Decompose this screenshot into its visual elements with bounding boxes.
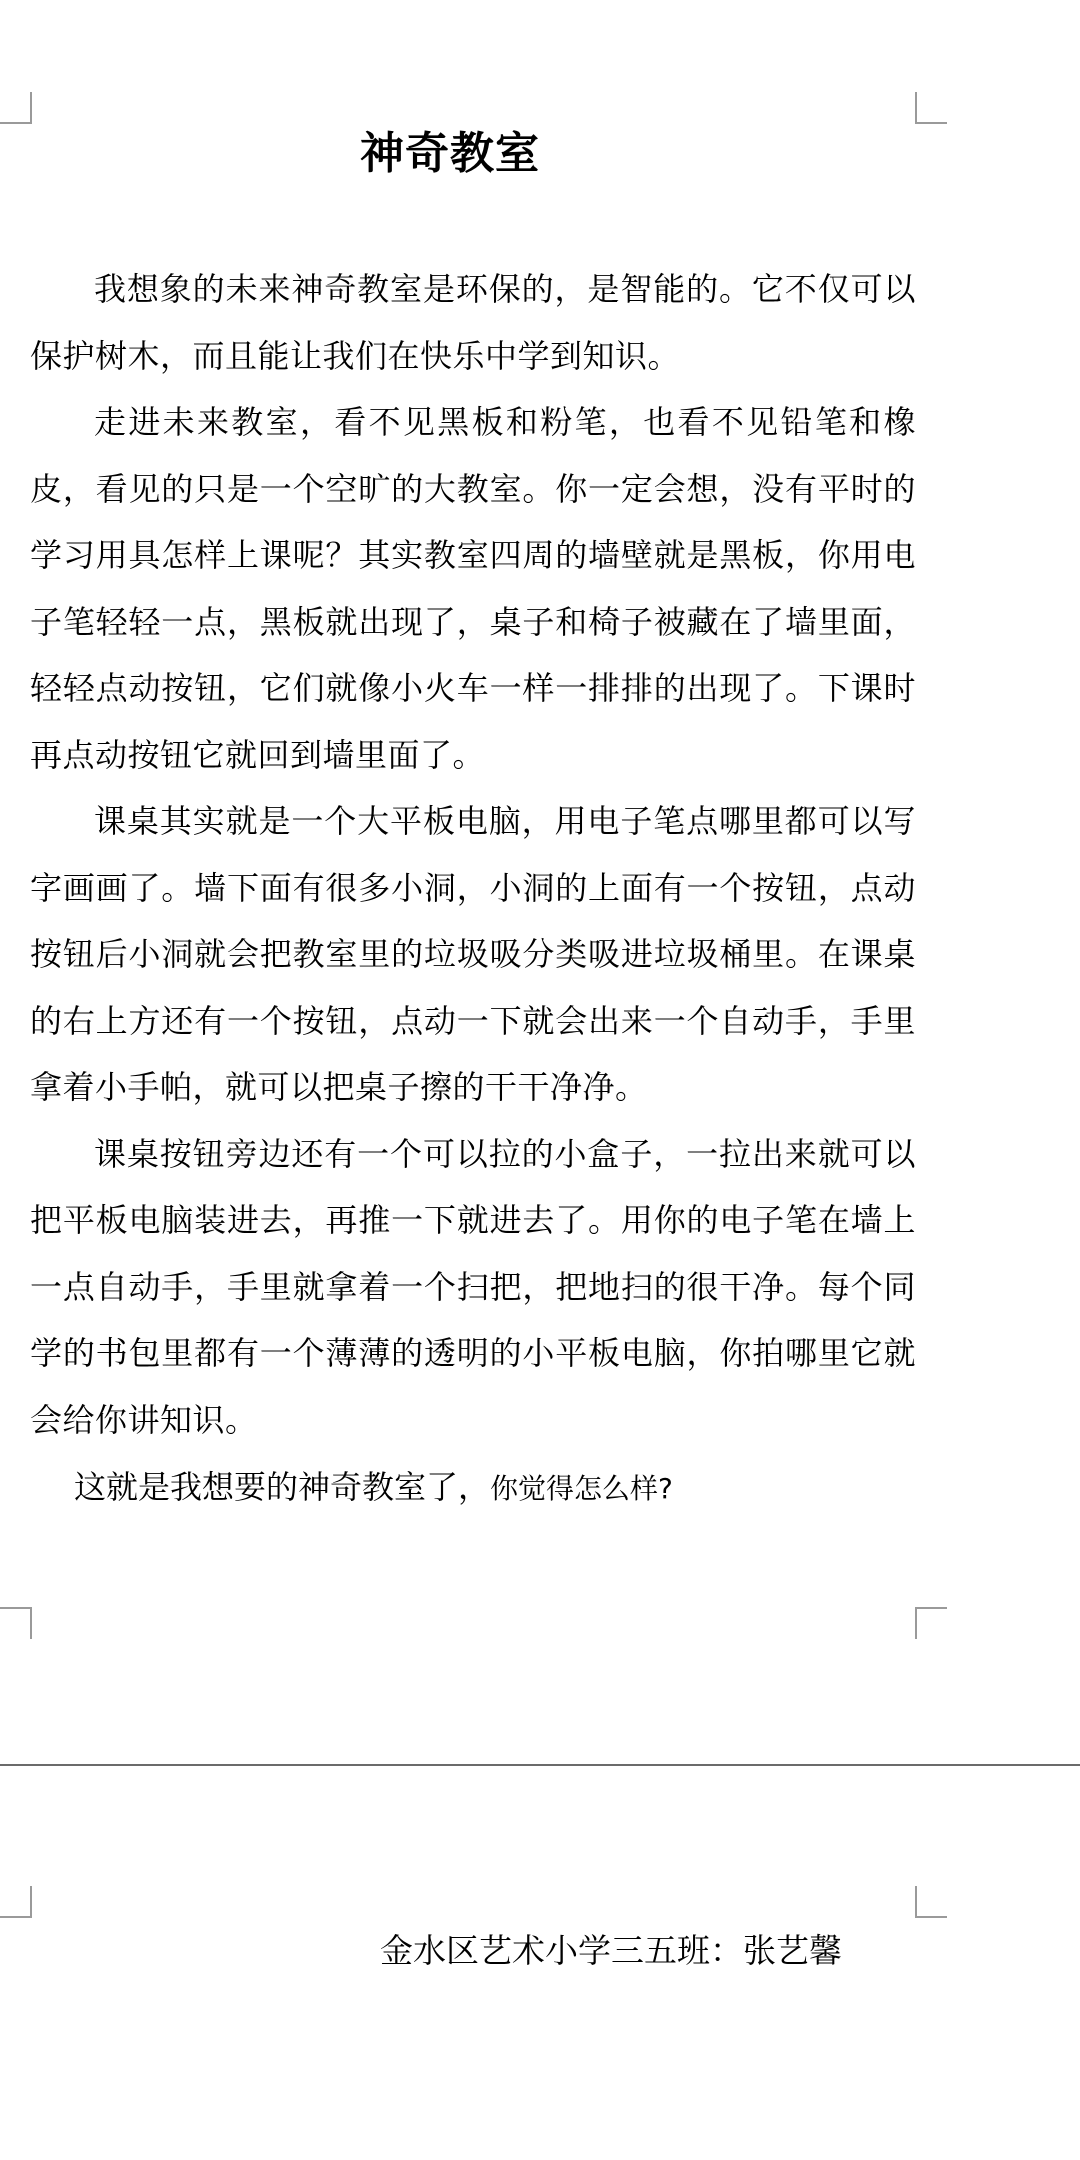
crop-mark-top-left (0, 92, 32, 124)
document-title: 神奇教室 (360, 128, 540, 179)
crop-mark-top-right (915, 92, 947, 124)
paragraph-1: 我想象的未来神奇教室是环保的，是智能的。它不仅可以保护树木，而且能让我们在快乐中学到知识。 (30, 270, 916, 375)
author-signature: 金水区艺术小学三五班：张艺馨 (380, 1931, 842, 1970)
crop-mark-top-right-page-2 (915, 1886, 947, 1918)
closing-main-text: 这就是我想要的神奇教室了， (74, 1468, 491, 1506)
document-body (30, 256, 916, 1453)
crop-mark-bottom-right (915, 1607, 947, 1639)
closing-question-text: 你觉得怎么样? (490, 1472, 673, 1505)
paragraph-4: 课桌按钮旁边还有一个可以拉的小盒子，一拉出来就可以把平板电脑装进去，再推一下就进去了。用你的电子笔在墙上一点自动手，手里就拿着一个扫把，把地扫的很干净。每个同学的书包里都有一个薄薄的透明的小平板电脑，你拍哪里它就会给你讲知识。 (30, 1134, 916, 1439)
crop-mark-bottom-left (0, 1607, 32, 1639)
crop-mark-top-left-page-2 (0, 1886, 32, 1918)
closing-line (74, 1457, 934, 1519)
paragraph-2: 走进未来教室，看不见黑板和粉笔，也看不见铅笔和橡皮，看见的只是一个空旷的大教室。你一定会想，没有平时的学习用具怎样上课呢？其实教室四周的墙壁就是黑板，你用电子笔轻轻一点，黑板就出现了，桌子和椅子被藏在了墙里面，轻轻点动按钮，它们就像小火车一样一排排的出现了。下课时再点动按钮它就回到墙里面了。 (30, 403, 916, 774)
paragraph-3: 课桌其实就是一个大平板电脑，用电子笔点哪里都可以写字画画了。墙下面有很多小洞，小洞的上面有一个按钮，点动按钮后小洞就会把教室里的垃圾吸分类吸进垃圾桶里。在课桌的右上方还有一个按钮，点动一下就会出来一个自动手，手里拿着小手帕，就可以把桌子擦的干干净净。 (30, 802, 916, 1106)
